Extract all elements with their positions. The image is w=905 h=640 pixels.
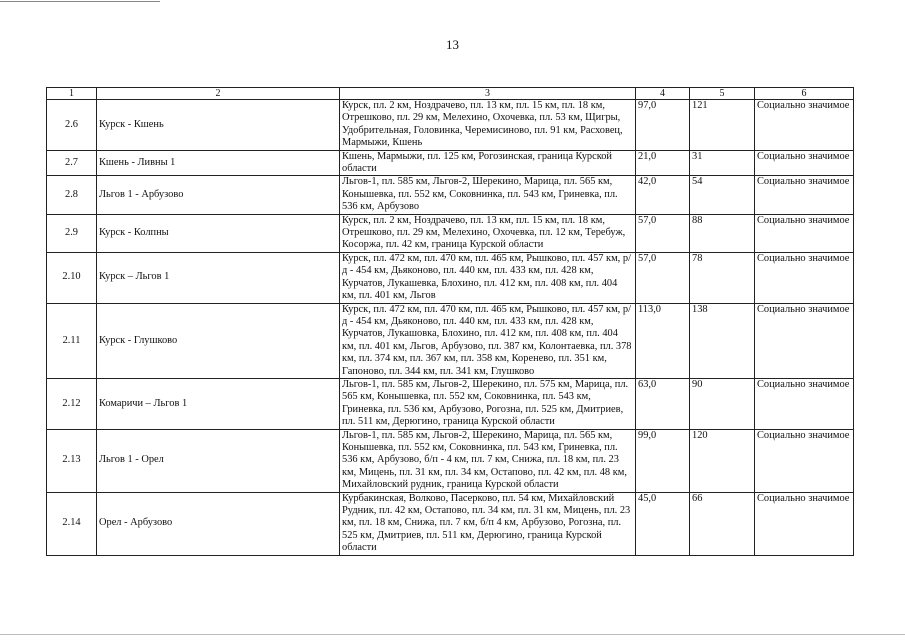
- route-value: 78: [690, 252, 755, 303]
- route-length: 97,0: [636, 100, 690, 151]
- route-value: 88: [690, 214, 755, 252]
- route-length: 63,0: [636, 378, 690, 429]
- route-value: 138: [690, 303, 755, 378]
- row-number: 2.9: [47, 214, 97, 252]
- route-name: Кшень - Ливны 1: [97, 150, 340, 176]
- column-header: 5: [690, 88, 755, 100]
- route-length: 42,0: [636, 176, 690, 214]
- table-row: [47, 214, 854, 252]
- route-status: Социально значимое: [755, 176, 854, 214]
- route-length: 57,0: [636, 252, 690, 303]
- page-number: 13: [446, 37, 459, 52]
- route-value: 31: [690, 150, 755, 176]
- route-stops: Курск, пл. 2 км, Ноздрачево, пл. 13 км, пл. 15 км, пл. 18 км, Отрешково, пл. 29 км, Мелехино, Охочевка, пл. 53 км, Щигры, Удобрительная, Головинка, Черемисиново, пл. 91 км, Расховец, Мармыжи, Кшень: [340, 100, 636, 151]
- route-length: 113,0: [636, 303, 690, 378]
- route-status: Социально значимое: [755, 214, 854, 252]
- route-status: Социально значимое: [755, 429, 854, 492]
- column-header: 1: [47, 88, 97, 100]
- route-name: Курск – Льгов 1: [97, 252, 340, 303]
- row-number: 2.10: [47, 252, 97, 303]
- route-stops: Кшень, Мармыжи, пл. 125 км, Рогозинская, граница Курской области: [340, 150, 636, 176]
- table-row: [47, 378, 854, 429]
- route-name: Комаричи – Льгов 1: [97, 378, 340, 429]
- scan-edge-line: [0, 1, 160, 2]
- row-number: 2.8: [47, 176, 97, 214]
- route-stops: Курбакинская, Волково, Пасерково, пл. 54 км, Михайловский Рудник, пл. 42 км, Остапово, пл. 34 км, пл. 31 км, Мицень, пл. 23 км, пл. 18 км, Снижа, пл. 7 км, б/п 4 км, Арбузово, Рогозна, пл. 525 км, Дмитриев, пл. 511 км, Дерюгино, граница Курской области: [340, 492, 636, 555]
- routes-table-body: [47, 88, 854, 556]
- route-stops: Льгов-1, пл. 585 км, Льгов-2, Шерекино, Марица, пл. 565 км, Конышевка, пл. 552 км, Соковнинка, пл. 543 км, Гриневка, пл. 536 км, Арбузово, б/п - 4 км, пл. 7 км, Снижа, пл. 18 км, пл. 23 км, Мицень, пл. 31 км, пл. 34 км, Остапово, пл. 42 км, пл. 48 км, Михайловский рудник, граница Курской области: [340, 429, 636, 492]
- column-header: 2: [97, 88, 340, 100]
- route-name: Курск - Колпны: [97, 214, 340, 252]
- route-stops: Курск, пл. 472 км, пл. 470 км, пл. 465 км, Рышково, пл. 457 км, р/д - 454 км, Дьяконово, пл. 440 км, пл. 433 км, пл. 428 км, Курчатов, Лукашовка, Блохино, пл. 412 км, пл. 408 км, пл. 404 км, пл. 401 км, Льгов, Арбузово, пл. 387 км, Колонтаевка, пл. 378 км, пл. 374 км, пл. 367 км, пл. 358 км, Коренево, пл. 351 км, Гапоново, пл. 344 км, пл. 341 км, Глушково: [340, 303, 636, 378]
- route-name: Курск - Кшень: [97, 100, 340, 151]
- route-stops: Льгов-1, пл. 585 км, Льгов-2, Шерекино, Марица, пл. 565 км, Конышевка, пл. 552 км, Соковнинка, пл. 543 км, Гриневка, пл. 536 км, Арбузово: [340, 176, 636, 214]
- row-number: 2.11: [47, 303, 97, 378]
- table-row: [47, 176, 854, 214]
- column-header: 4: [636, 88, 690, 100]
- route-length: 99,0: [636, 429, 690, 492]
- header-row: [47, 88, 854, 100]
- route-stops: Курск, пл. 472 км, пл. 470 км, пл. 465 км, Рышково, пл. 457 км, р/д - 454 км, Дьяконово, пл. 440 км, пл. 433 км, пл. 428 км, Курчатов, Лукашевка, Блохино, пл. 412 км, пл. 408 км, пл. 404 км, пл. 401 км, Льгов: [340, 252, 636, 303]
- row-number: 2.13: [47, 429, 97, 492]
- table-row: [47, 252, 854, 303]
- route-status: Социально значимое: [755, 100, 854, 151]
- route-status: Социально значимое: [755, 303, 854, 378]
- row-number: 2.6: [47, 100, 97, 151]
- route-name: Льгов 1 - Орел: [97, 429, 340, 492]
- route-stops: Курск, пл. 2 км, Ноздрачево, пл. 13 км, пл. 15 км, пл. 18 км, Отрешково, пл. 29 км, Мелехино, Охочевка, пл. 12 км, Теребуж, Косоржа, пл. 42 км, граница Курской области: [340, 214, 636, 252]
- route-stops: Льгов-1, пл. 585 км, Льгов-2, Шерекино, пл. 575 км, Марица, пл. 565 км, Конышевка, пл. 552 км, Соковнинка, пл. 543 км, Гриневка, пл. 536 км, Арбузово, Рогозна, пл. 525 км, Дмитриев, пл. 511 км, Дерюгино, граница Курской области: [340, 378, 636, 429]
- route-status: Социально значимое: [755, 150, 854, 176]
- route-name: Льгов 1 - Арбузово: [97, 176, 340, 214]
- column-header: 3: [340, 88, 636, 100]
- route-length: 45,0: [636, 492, 690, 555]
- row-number: 2.7: [47, 150, 97, 176]
- table-row: [47, 150, 854, 176]
- route-length: 57,0: [636, 214, 690, 252]
- row-number: 2.12: [47, 378, 97, 429]
- route-value: 66: [690, 492, 755, 555]
- table-row: [47, 492, 854, 555]
- table-row: [47, 429, 854, 492]
- route-value: 121: [690, 100, 755, 151]
- route-name: Орел - Арбузово: [97, 492, 340, 555]
- route-status: Социально значимое: [755, 252, 854, 303]
- column-header: 6: [755, 88, 854, 100]
- table-row: [47, 303, 854, 378]
- route-length: 21,0: [636, 150, 690, 176]
- route-name: Курск - Глушково: [97, 303, 340, 378]
- table-row: [47, 100, 854, 151]
- row-number: 2.14: [47, 492, 97, 555]
- route-value: 54: [690, 176, 755, 214]
- scan-bottom-line: [0, 634, 905, 635]
- route-status: Социально значимое: [755, 378, 854, 429]
- route-status: Социально значимое: [755, 492, 854, 555]
- route-value: 120: [690, 429, 755, 492]
- routes-table: [46, 87, 854, 556]
- route-value: 90: [690, 378, 755, 429]
